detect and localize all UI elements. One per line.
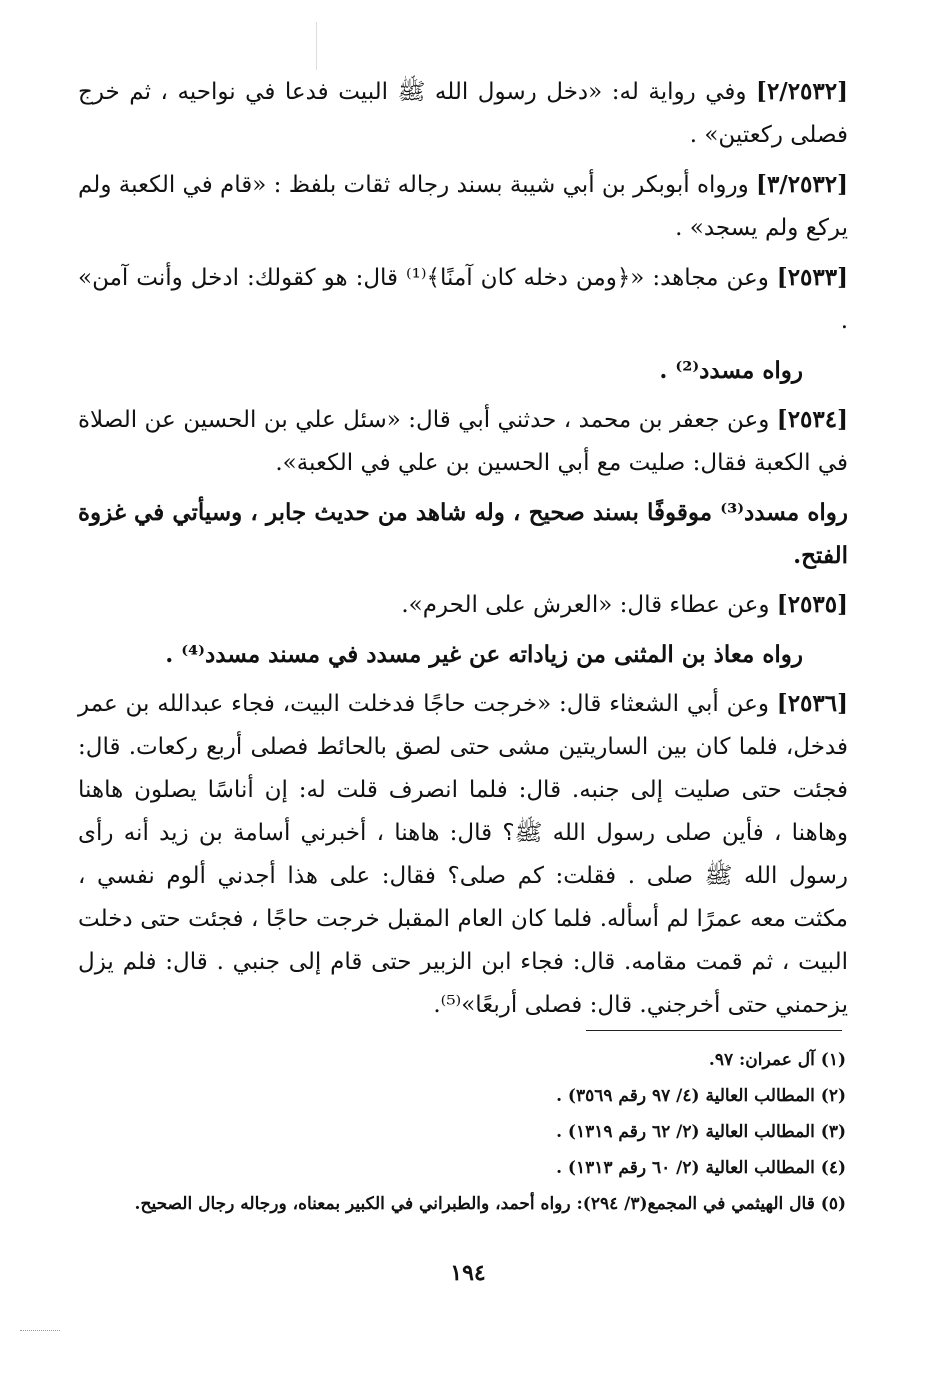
hadith-2534 — [78, 398, 848, 485]
hadith-number: [٢٥٣٦] — [776, 690, 848, 717]
hadith-2533 — [78, 256, 848, 343]
scan-artifact-mark — [316, 22, 325, 70]
footnote: (٤) المطالب العالية (٢/ ٦٠ رقم ١٣١٣) . — [556, 1158, 846, 1178]
hadith-number: [٢٥٣٣] — [776, 264, 848, 291]
footnote: (١) آل عمران: ٩٧. — [708, 1050, 846, 1070]
hadith-text: وعن أبي الشعثاء قال: «خرجت حاجًا فدخلت البيت، فجاء عبدالله بن عمر فدخل، فلما كان بين الساريتين مشى حتى لصق بالحائط فصلى أربع ركعات. قال: فجئت حتى صليت إلى جنبه. قال: فلما انصرف قلت له: إن أناسًا يصلون هاهنا وهاهنا ، فأين صلى رسول الله ﷺ؟ قال: هاهنا ، أخبرني أسامة بن زيد أنه رأى رسول الله ﷺ صلى . فقلت: كم صلى؟ فقال: على هذا أجدني ألوم نفسي ، مكثت معه عمرًا لم أسأله. فلما كان العام المقبل خرجت حاجًا ، فجئت حتى دخلت البيت ، ثم قمت مقامه. قال: فجاء ابن الزبير حتى قام إلى جنبي . قال: فلم يزل يزحمني حتى أخرجني. قال: فصلى أربعًا»⁽⁵⁾. — [78, 691, 848, 1018]
narration-note — [78, 633, 848, 676]
hadith-text: وعن مجاهد: «﴿ومن دخله كان آمنًا﴾⁽¹⁾ قال: هو كقولك: ادخل وأنت آمن» . — [78, 265, 848, 334]
footnote: (٣) المطالب العالية (٢/ ٦٢ رقم ١٣١٩) . — [556, 1122, 846, 1142]
narration-text: رواه مسدد⁽²⁾ . — [659, 357, 803, 384]
hadith-text: وفي رواية له: «دخل رسول الله ﷺ البيت فدعا في نواحيه ، ثم خرج فصلى ركعتين» . — [78, 79, 848, 148]
hadith-number: [٢٥٣٤] — [776, 406, 848, 433]
hadith-number: [٣/٢٥٣٢] — [756, 171, 848, 198]
narration-text: رواه مسدد⁽³⁾ موقوفًا بسند صحيح ، وله شاهد من حديث جابر ، وسيأتي في غزوة الفتح. — [78, 499, 848, 569]
hadith-2536 — [78, 682, 848, 1027]
hadith-2535 — [78, 583, 848, 627]
footnote-divider — [586, 1030, 842, 1031]
hadith-2532-3 — [78, 163, 848, 250]
footnote: (٥) قال الهيثمي في المجمع(٣/ ٢٩٤): رواه أحمد، والطبراني في الكبير بمعناه، ورجاله رجال الصحيح. — [134, 1194, 846, 1214]
hadith-number: [٢/٢٥٣٢] — [756, 78, 848, 105]
narration-note — [78, 349, 848, 392]
hadith-2532-2 — [78, 70, 848, 157]
narration-text: رواه معاذ بن المثنى من زياداته عن غير مسدد في مسند مسدد⁽⁴⁾ . — [165, 641, 803, 668]
hadith-text: وعن عطاء قال: «العرش على الحرم». — [401, 592, 777, 618]
scan-artifact-dots — [20, 1330, 60, 1334]
narration-note — [78, 491, 848, 577]
footnote: (٢) المطالب العالية (٤/ ٩٧ رقم ٣٥٦٩) . — [556, 1086, 846, 1106]
main-text — [78, 70, 848, 1033]
hadith-text: وعن جعفر بن محمد ، حدثني أبي قال: «سئل علي بن الحسين عن الصلاة في الكعبة فقال: صليت مع أبي الحسين بن علي في الكعبة». — [78, 407, 848, 476]
page-number: ١٩٤ — [450, 1260, 486, 1286]
hadith-number: [٢٥٣٥] — [776, 591, 848, 618]
hadith-text: ورواه أبوبكر بن أبي شيبة بسند رجاله ثقات بلفظ : «قام في الكعبة ولم يركع ولم يسجد» . — [78, 172, 848, 241]
footnotes — [78, 1042, 846, 1222]
